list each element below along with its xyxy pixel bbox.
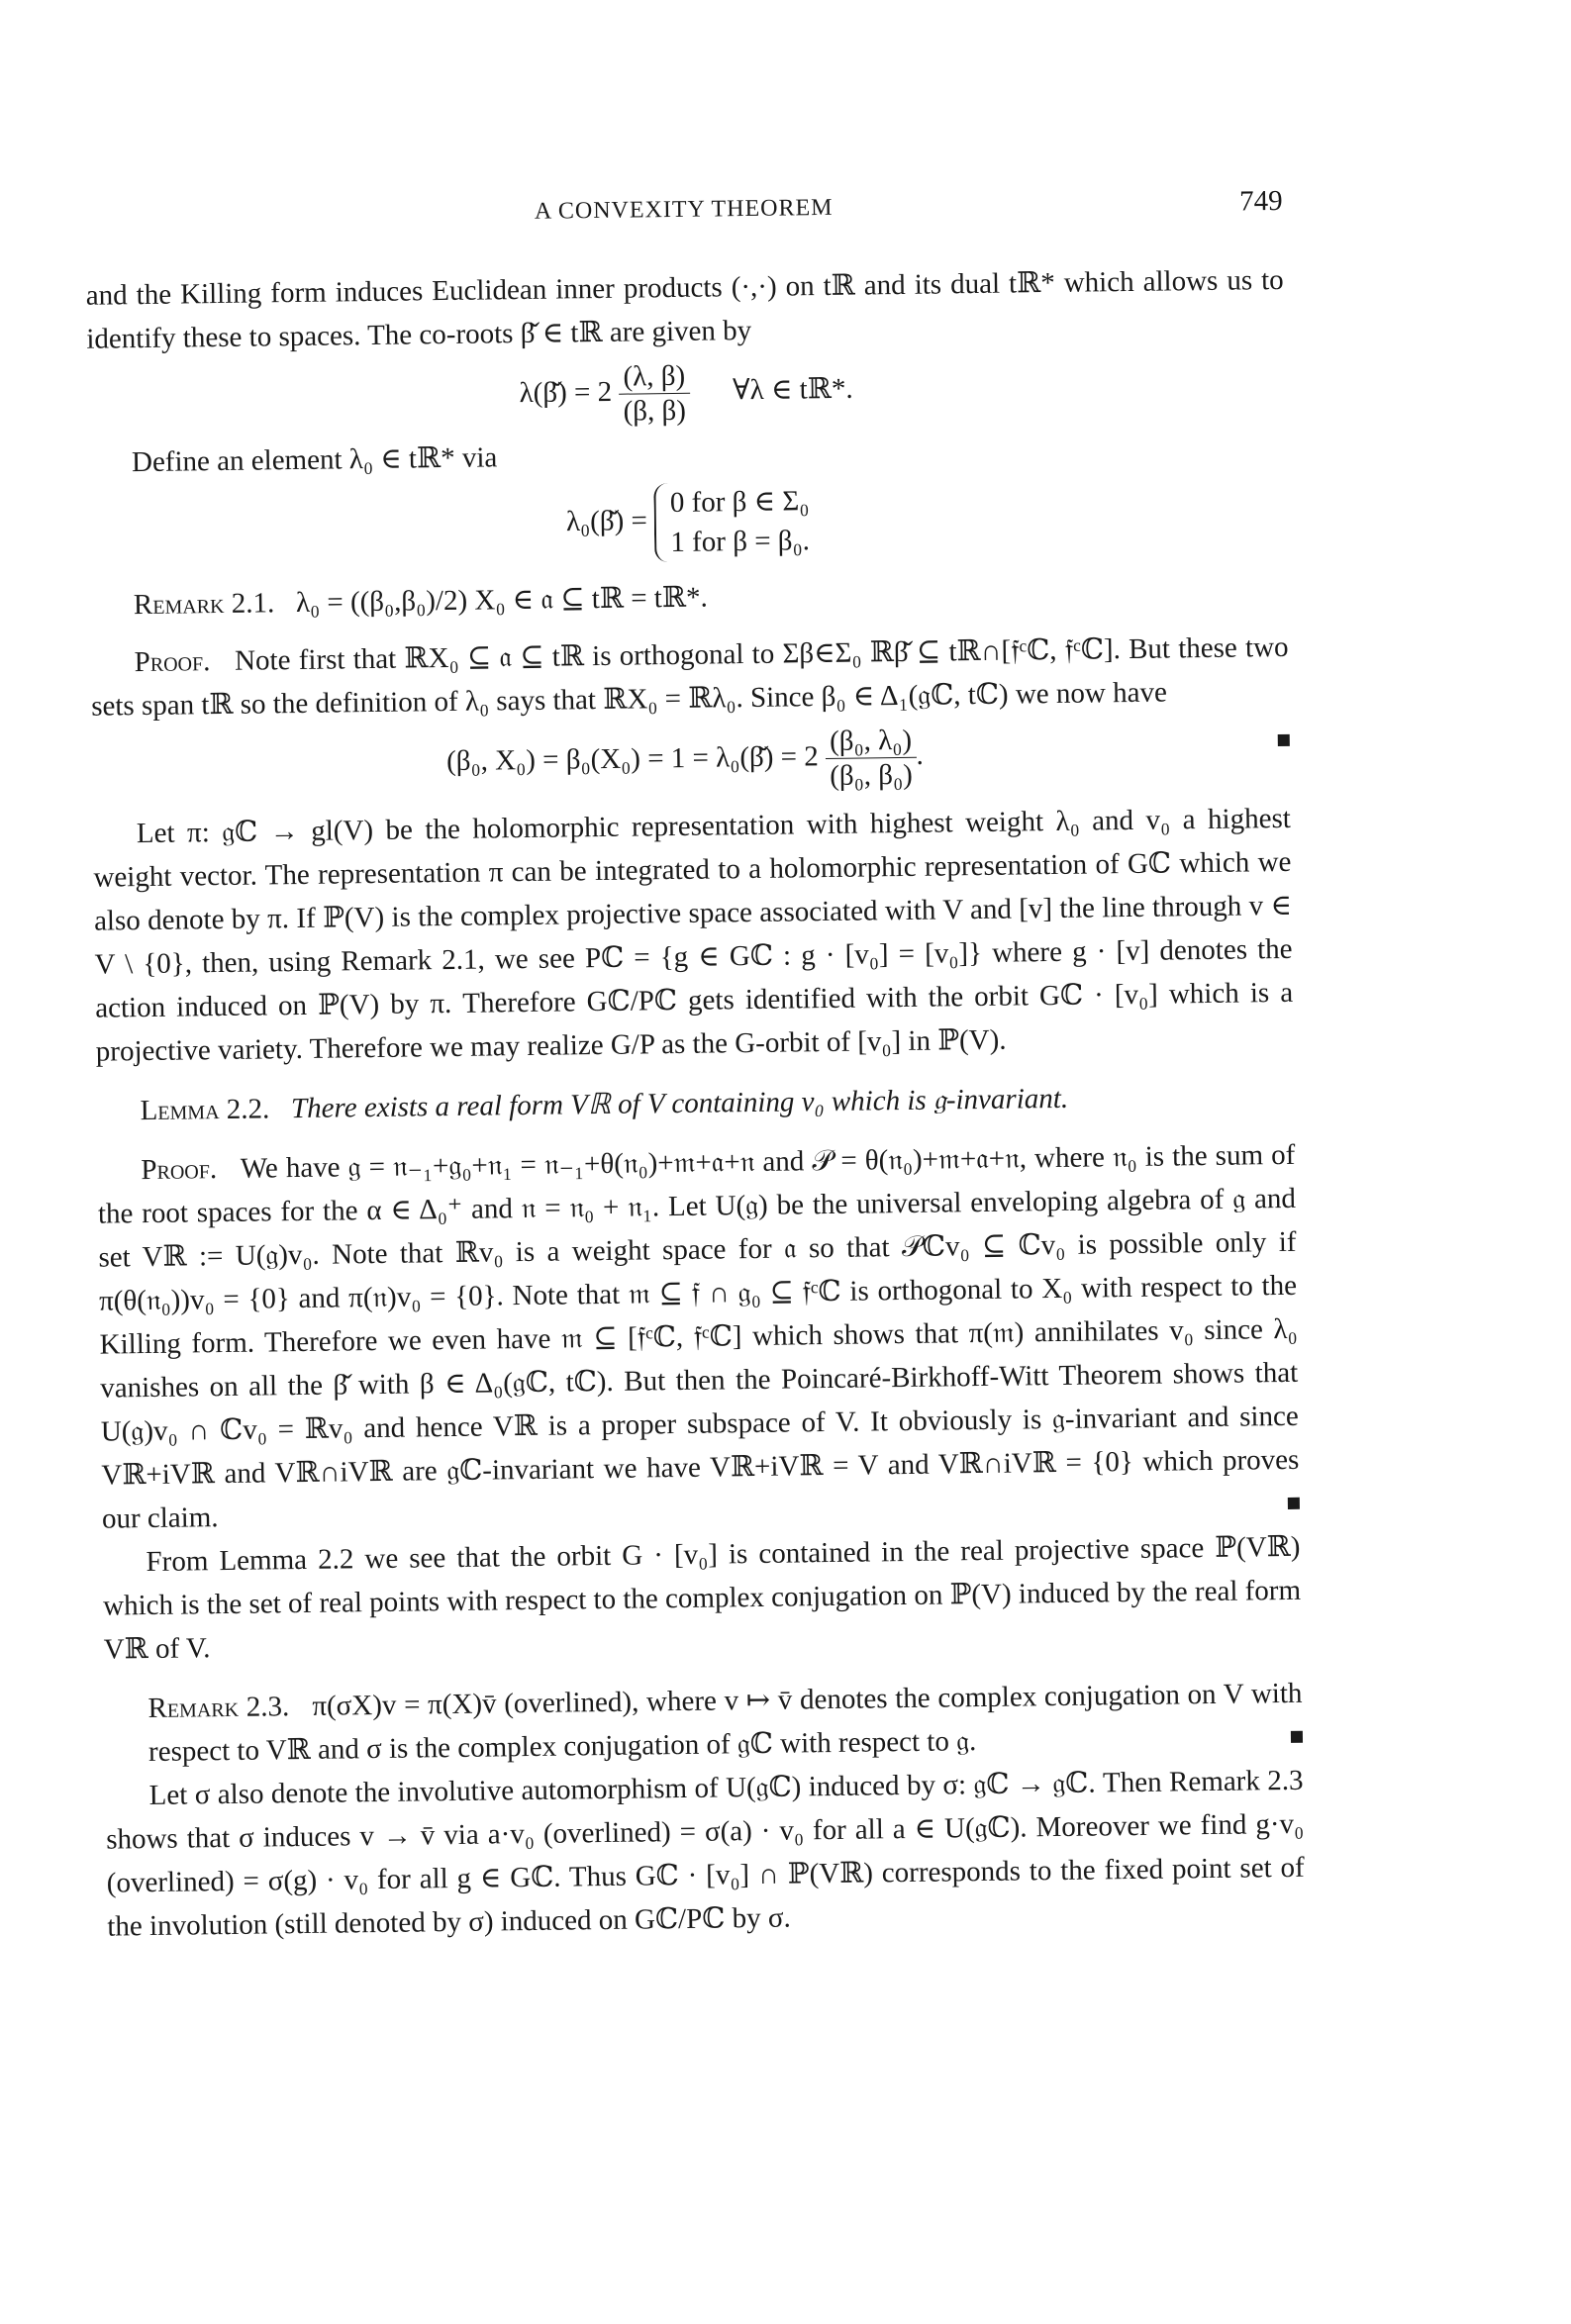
paragraph-killing-form: and the Killing form induces Euclidean inner products (·,·) on tℝ and its dual tℝ* which allows us to identify these to spaces. The co-roots β̌ ∈ tℝ are given by: [85, 263, 1284, 355]
equation-coroot-rhs: ∀λ ∈ tℝ*.: [732, 372, 853, 407]
equation-lambda0-case-2: 1 for β = β₀.: [670, 525, 811, 559]
lemma-2-2: [96, 1074, 1294, 1133]
proof-remark-2-1: [90, 626, 1289, 728]
qed-symbol: [1291, 1731, 1303, 1743]
equation-coroot-lhs: λ(β̌) = 2: [519, 375, 613, 410]
equation-lambda0: [88, 475, 1287, 570]
running-head: [85, 184, 1283, 244]
remark-2-3: [104, 1672, 1303, 1775]
remark-2-3-label: Remark 2.3.: [147, 1691, 290, 1725]
qed-symbol: [1288, 1498, 1300, 1509]
remark-2-3-text: π(σX)v = π(X)v̄ (overlined), where v ↦ v̄ denotes the complex conjugation on V with respect to Vℝ and σ is the complex conjugation of 𝔤ℂ with respect to 𝔤.: [147, 1677, 1303, 1769]
page-number: 749: [1238, 184, 1283, 218]
paragraph-real-projective: From Lemma 2.2 we see that the orbit G · [v₀] is contained in the real projective space ℙ(Vℝ) which is the set of real points with respect to the complex conjugation on ℙ(V) induced by the real form Vℝ of V.: [102, 1530, 1302, 1666]
equation-lambda0-lhs: λ₀(β̌) =: [565, 504, 648, 538]
equation-coroot: [87, 351, 1286, 436]
equation-coroot-denominator: (β, β): [623, 394, 687, 428]
equation-beta0-denominator: (β₀, β₀): [830, 758, 914, 792]
qed-symbol: [1278, 734, 1290, 746]
equation-beta0-end: .: [916, 738, 925, 771]
proof-1-text: Note first that ℝX₀ ⊆ 𝔞 ⊆ tℝ is orthogonal to Σβ∈Σ₀ ℝβ̌ ⊆ tℝ∩[𝔣ᶜℂ, 𝔣ᶜℂ]. But these two sets span tℝ so the definition of λ₀ says that ℝX₀ = ℝλ₀. Since β₀ ∈ Δ₁(𝔤ℂ, tℂ) we now have: [91, 630, 1289, 723]
equation-coroot-fraction: [619, 359, 690, 429]
paragraph-representation: Let π: 𝔤ℂ → gl(V) be the holomorphic representation with highest weight λ₀ and v₀ a highest weight vector. The representation π can be integrated to a holomorphic representation of Gℂ which we also denote by π. If ℙ(V) is the complex projective space associated with V and [v] the line through v ∈ V \ {0}, then, using Remark 2.1, we see Pℂ = {g ∈ Gℂ : g · [v₀] = [v₀]} where g · [v] denotes the action induced on ℙ(V) by π. Therefore Gℂ/Pℂ gets identified with the orbit Gℂ · [v₀] which is a projective variety. Therefore we may realize G/P as the G-orbit of [v₀] in ℙ(V).: [93, 802, 1294, 1068]
remark-2-1-text: λ₀ = ((β₀,β₀)/2) X₀ ∈ 𝔞 ⊆ tℝ = tℝ*.: [295, 581, 708, 619]
equation-beta0-lhs: (β₀, X₀) = β₀(X₀) = 1 = λ₀(β̌) = 2: [445, 740, 819, 778]
running-title: A CONVEXITY THEOREM: [534, 194, 834, 225]
remark-2-1: [90, 568, 1288, 628]
lemma-2-2-text: There exists a real form Vℝ of V containing v₀ which is 𝔤-invariant.: [290, 1082, 1069, 1125]
paragraph-involution: Let σ also denote the involutive automorphism of U(𝔤ℂ) induced by σ: 𝔤ℂ → 𝔤ℂ. Then Remark 2.3 shows that σ induces v → v̄ via a·v₀ (overlined) = σ(a) · v₀ for all a ∈ U(𝔤ℂ). Moreover we find g·v₀ (overlined) = σ(g) · v₀ for all g ∈ Gℂ. Thus Gℂ · [v₀] ∩ ℙ(Vℝ) corresponds to the fixed point set of the involution (still denoted by σ) induced on Gℂ/Pℂ by σ.: [106, 1764, 1305, 1943]
paragraph-define-element: Define an element λ₀ ∈ tℝ* via: [131, 441, 498, 479]
equation-beta0: [92, 719, 1291, 803]
proof-2-label: Proof.: [141, 1153, 218, 1187]
proof-lemma-2-2: [97, 1133, 1300, 1541]
body-text: [86, 258, 1306, 1949]
equation-beta0-fraction: [826, 724, 917, 793]
remark-2-1-label: Remark 2.1.: [133, 587, 275, 622]
lemma-2-2-label: Lemma 2.2.: [140, 1093, 270, 1127]
equation-lambda0-cases: [654, 481, 811, 562]
proof-1-label: Proof.: [134, 645, 211, 679]
proof-2-text: We have 𝔤 = 𝔫₋₁+𝔤₀+𝔫₁ = 𝔫₋₁+θ(𝔫₀)+𝔪+𝔞+𝔫 and 𝒫 = θ(𝔫₀)+𝔪+𝔞+𝔫, where 𝔫₀ is the sum of the root spaces for the α ∈ Δ₀⁺ and 𝔫 = 𝔫₀ + 𝔫₁. Let U(𝔤) be the universal enveloping algebra of 𝔤 and set Vℝ := U(𝔤)v₀. Note that ℝv₀ is a weight space for 𝔞 so that 𝒫ℂv₀ ⊆ ℂv₀ is possible only if π(θ(𝔫₀))v₀ = {0} and π(𝔫)v₀ = {0}. Note that 𝔪 ⊆ 𝔣 ∩ 𝔤₀ ⊆ 𝔣ᶜℂ is orthogonal to X₀ with respect to the Killing form. Therefore we even have 𝔪 ⊆ [𝔣ᶜℂ, 𝔣ᶜℂ] which shows that π(𝔪) annihilates v₀ since λ₀ vanishes on all the β̌ with β ∈ Δ₀(𝔤ℂ, tℂ). But then the Poincaré-Birkhoff-Witt Theorem shows that U(𝔤)v₀ ∩ ℂv₀ = ℝv₀ and hence Vℝ is a proper subspace of V. It obviously is 𝔤-invariant and since Vℝ+iVℝ and Vℝ∩iVℝ are 𝔤ℂ-invariant we have Vℝ+iVℝ = V and Vℝ∩iVℝ = {0} which proves our claim.: [97, 1138, 1300, 1535]
equation-lambda0-case-1: 0 for β ∈ Σ₀: [669, 485, 810, 520]
equation-beta0-numerator: (β₀, λ₀): [826, 724, 917, 759]
equation-coroot-numerator: (λ, β): [619, 359, 690, 395]
